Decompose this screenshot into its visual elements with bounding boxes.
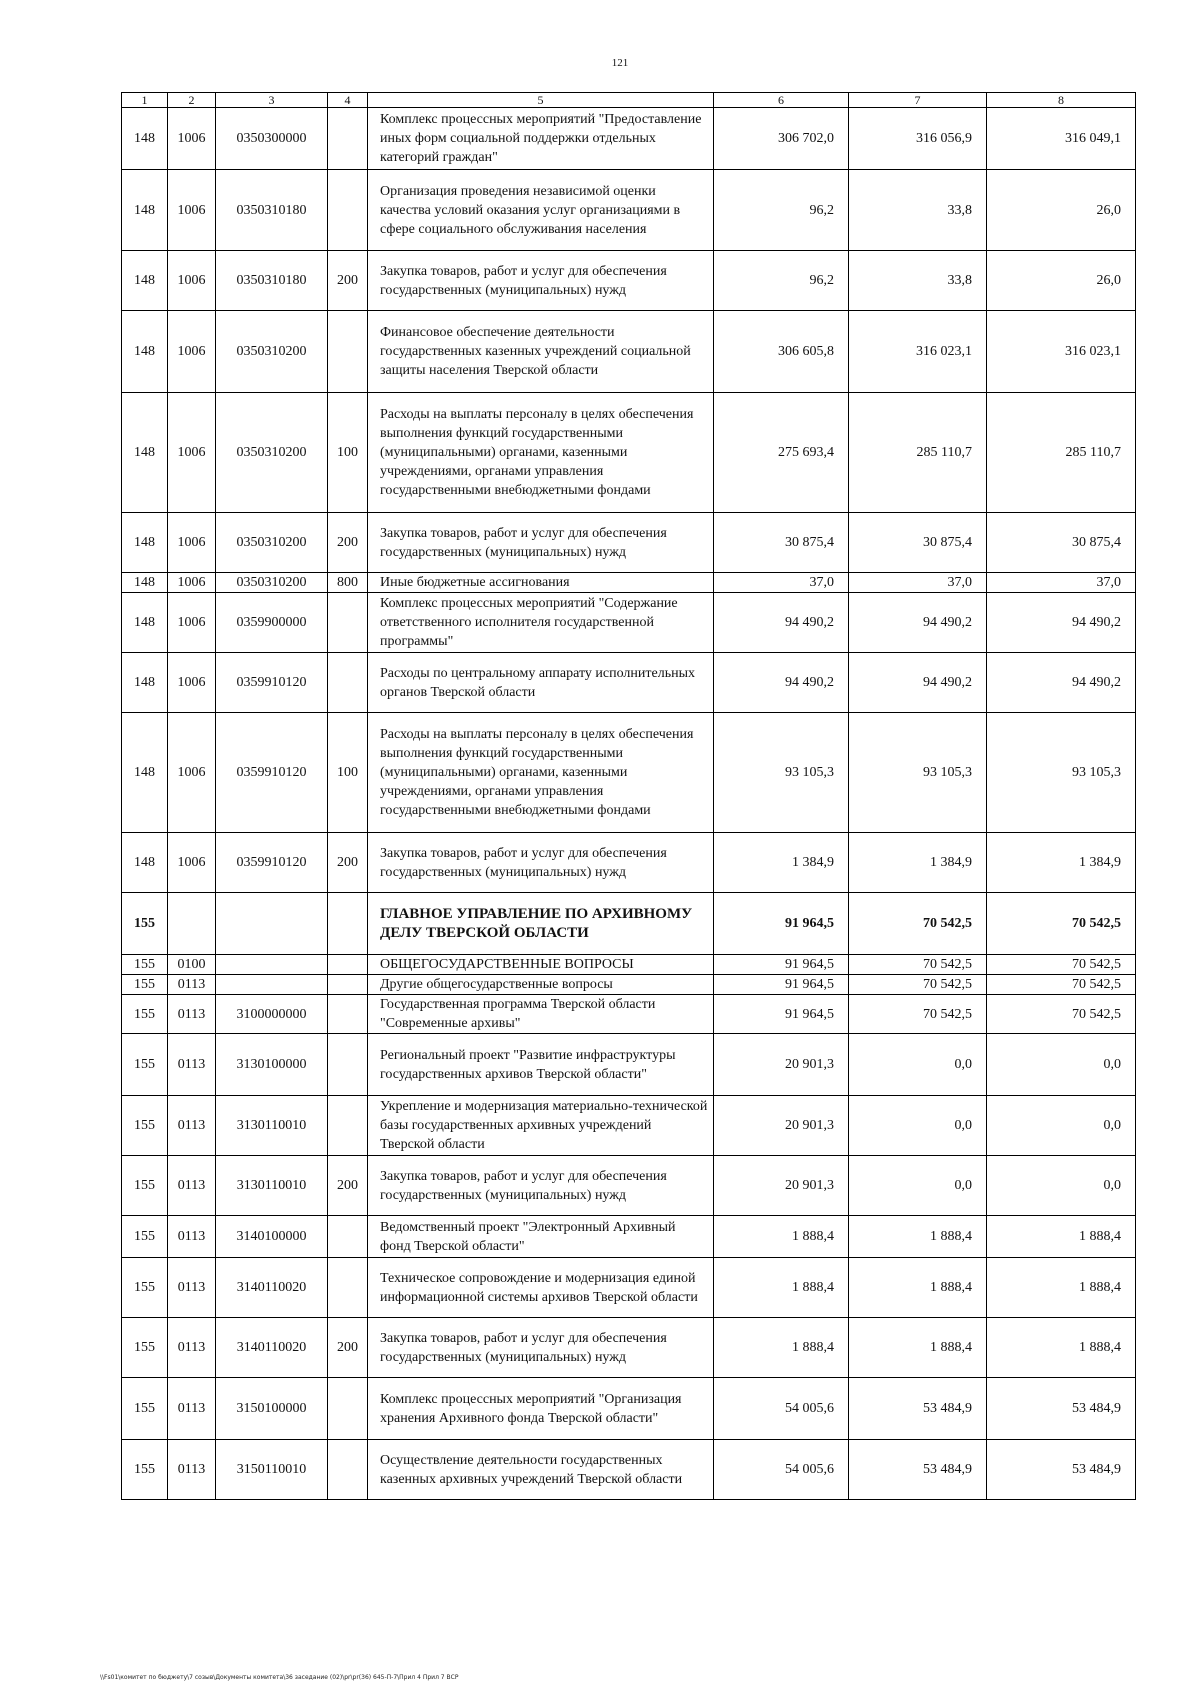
cell-c5: Финансовое обеспечение деятельности государственных казенных учреждений социальной защиты населения Тверской области xyxy=(368,311,714,393)
column-header: 3 xyxy=(216,93,328,108)
table-row xyxy=(122,1216,1136,1258)
cell-c8: 94 490,2 xyxy=(987,653,1136,713)
cell-c5: Закупка товаров, работ и услуг для обеспечения государственных (муниципальных) нужд xyxy=(368,1156,714,1216)
cell-c8: 1 888,4 xyxy=(987,1216,1136,1258)
cell-c5: Закупка товаров, работ и услуг для обеспечения государственных (муниципальных) нужд xyxy=(368,513,714,573)
cell-c5: Укрепление и модернизация материально-технической базы государственных архивных учреждений Тверской области xyxy=(368,1096,714,1156)
cell-c3: 0350310180 xyxy=(216,170,328,251)
cell-c4 xyxy=(328,955,368,975)
cell-c6: 94 490,2 xyxy=(714,653,849,713)
cell-c5: Закупка товаров, работ и услуг для обеспечения государственных (муниципальных) нужд xyxy=(368,833,714,893)
cell-c6: 91 964,5 xyxy=(714,955,849,975)
cell-c1: 148 xyxy=(122,593,168,653)
cell-c3: 0359910120 xyxy=(216,713,328,833)
table-row xyxy=(122,593,1136,653)
cell-c2: 1006 xyxy=(168,108,216,170)
cell-c4 xyxy=(328,1034,368,1096)
cell-c8: 0,0 xyxy=(987,1156,1136,1216)
cell-c2: 0113 xyxy=(168,1156,216,1216)
cell-c5: Расходы по центральному аппарату исполнительных органов Тверской области xyxy=(368,653,714,713)
cell-c3: 3150110010 xyxy=(216,1440,328,1500)
cell-c5: Комплекс процессных мероприятий "Содержание ответственного исполнителя государственной программы" xyxy=(368,593,714,653)
cell-c2: 0113 xyxy=(168,1216,216,1258)
cell-c2: 0113 xyxy=(168,1096,216,1156)
cell-c5: Закупка товаров, работ и услуг для обеспечения государственных (муниципальных) нужд xyxy=(368,251,714,311)
cell-c7: 1 384,9 xyxy=(849,833,987,893)
cell-c6: 1 888,4 xyxy=(714,1318,849,1378)
cell-c5: Осуществление деятельности государственных казенных архивных учреждений Тверской области xyxy=(368,1440,714,1500)
cell-c5: Государственная программа Тверской области "Современные архивы" xyxy=(368,995,714,1034)
cell-c5: Расходы на выплаты персоналу в целях обеспечения выполнения функций государственными (муниципальными) органами, казенными учреждениями, органами управления государственными внебюджетными фондами xyxy=(368,713,714,833)
cell-c2: 0113 xyxy=(168,1378,216,1440)
cell-c3: 3140100000 xyxy=(216,1216,328,1258)
cell-c8: 53 484,9 xyxy=(987,1378,1136,1440)
page-number: 121 xyxy=(611,57,629,69)
cell-c6: 306 605,8 xyxy=(714,311,849,393)
cell-c8: 94 490,2 xyxy=(987,593,1136,653)
cell-c8: 70 542,5 xyxy=(987,893,1136,955)
cell-c4 xyxy=(328,108,368,170)
table-row xyxy=(122,955,1136,975)
cell-c8: 70 542,5 xyxy=(987,975,1136,995)
cell-c2: 0113 xyxy=(168,995,216,1034)
column-header: 7 xyxy=(849,93,987,108)
budget-table xyxy=(121,92,1136,1500)
cell-c4 xyxy=(328,1096,368,1156)
cell-c2: 1006 xyxy=(168,713,216,833)
cell-c3: 3140110020 xyxy=(216,1318,328,1378)
cell-c7: 70 542,5 xyxy=(849,955,987,975)
cell-c8: 316 023,1 xyxy=(987,311,1136,393)
cell-c6: 91 964,5 xyxy=(714,995,849,1034)
table-row xyxy=(122,713,1136,833)
table-row xyxy=(122,1440,1136,1500)
cell-c2: 1006 xyxy=(168,573,216,593)
cell-c3: 3130110010 xyxy=(216,1096,328,1156)
column-header: 1 xyxy=(122,93,168,108)
cell-c6: 91 964,5 xyxy=(714,893,849,955)
cell-c1: 155 xyxy=(122,1318,168,1378)
cell-c7: 0,0 xyxy=(849,1156,987,1216)
cell-c7: 0,0 xyxy=(849,1096,987,1156)
table-row xyxy=(122,1318,1136,1378)
cell-c4 xyxy=(328,1378,368,1440)
cell-c2: 1006 xyxy=(168,251,216,311)
cell-c7: 93 105,3 xyxy=(849,713,987,833)
cell-c4: 100 xyxy=(328,393,368,513)
cell-c4 xyxy=(328,975,368,995)
cell-c3: 3140110020 xyxy=(216,1258,328,1318)
cell-c4 xyxy=(328,995,368,1034)
cell-c1: 148 xyxy=(122,573,168,593)
cell-c3: 0350310200 xyxy=(216,311,328,393)
column-header: 2 xyxy=(168,93,216,108)
cell-c3: 3130110010 xyxy=(216,1156,328,1216)
cell-c7: 53 484,9 xyxy=(849,1378,987,1440)
table-row xyxy=(122,108,1136,170)
cell-c7: 70 542,5 xyxy=(849,995,987,1034)
cell-c2: 1006 xyxy=(168,393,216,513)
cell-c2: 0113 xyxy=(168,1318,216,1378)
cell-c2: 0100 xyxy=(168,955,216,975)
cell-c1: 155 xyxy=(122,1156,168,1216)
cell-c8: 1 384,9 xyxy=(987,833,1136,893)
cell-c2: 1006 xyxy=(168,653,216,713)
cell-c7: 33,8 xyxy=(849,251,987,311)
cell-c1: 148 xyxy=(122,311,168,393)
table-row xyxy=(122,833,1136,893)
cell-c2: 1006 xyxy=(168,593,216,653)
cell-c5: Закупка товаров, работ и услуг для обеспечения государственных (муниципальных) нужд xyxy=(368,1318,714,1378)
cell-c6: 94 490,2 xyxy=(714,593,849,653)
cell-c6: 20 901,3 xyxy=(714,1156,849,1216)
cell-c5: Региональный проект "Развитие инфраструктуры государственных архивов Тверской области" xyxy=(368,1034,714,1096)
cell-c5: Другие общегосударственные вопросы xyxy=(368,975,714,995)
cell-c3: 0350310200 xyxy=(216,513,328,573)
cell-c7: 30 875,4 xyxy=(849,513,987,573)
cell-c1: 155 xyxy=(122,893,168,955)
cell-c3 xyxy=(216,975,328,995)
cell-c2: 0113 xyxy=(168,1258,216,1318)
cell-c8: 0,0 xyxy=(987,1034,1136,1096)
cell-c4: 200 xyxy=(328,513,368,573)
cell-c8: 93 105,3 xyxy=(987,713,1136,833)
cell-c6: 1 888,4 xyxy=(714,1216,849,1258)
cell-c7: 37,0 xyxy=(849,573,987,593)
cell-c6: 306 702,0 xyxy=(714,108,849,170)
cell-c4 xyxy=(328,1216,368,1258)
cell-c5: Комплекс процессных мероприятий "Предоставление иных форм социальной поддержки отдельных категорий граждан" xyxy=(368,108,714,170)
cell-c3: 3100000000 xyxy=(216,995,328,1034)
cell-c6: 54 005,6 xyxy=(714,1378,849,1440)
cell-c3: 0359910120 xyxy=(216,653,328,713)
cell-c7: 0,0 xyxy=(849,1034,987,1096)
cell-c6: 30 875,4 xyxy=(714,513,849,573)
cell-c2: 1006 xyxy=(168,513,216,573)
cell-c7: 316 023,1 xyxy=(849,311,987,393)
cell-c8: 70 542,5 xyxy=(987,995,1136,1034)
cell-c7: 1 888,4 xyxy=(849,1318,987,1378)
cell-c8: 37,0 xyxy=(987,573,1136,593)
cell-c2: 0113 xyxy=(168,975,216,995)
cell-c1: 155 xyxy=(122,1216,168,1258)
cell-c5: ГЛАВНОЕ УПРАВЛЕНИЕ ПО АРХИВНОМУ ДЕЛУ ТВЕРСКОЙ ОБЛАСТИ xyxy=(368,893,714,955)
cell-c8: 285 110,7 xyxy=(987,393,1136,513)
cell-c4 xyxy=(328,653,368,713)
cell-c6: 37,0 xyxy=(714,573,849,593)
table-row xyxy=(122,1096,1136,1156)
table-row xyxy=(122,995,1136,1034)
cell-c4 xyxy=(328,170,368,251)
cell-c1: 155 xyxy=(122,1378,168,1440)
cell-c1: 148 xyxy=(122,513,168,573)
cell-c8: 1 888,4 xyxy=(987,1258,1136,1318)
cell-c7: 285 110,7 xyxy=(849,393,987,513)
cell-c2: 0113 xyxy=(168,1034,216,1096)
table-row xyxy=(122,975,1136,995)
table-row xyxy=(122,893,1136,955)
cell-c4: 200 xyxy=(328,251,368,311)
cell-c6: 20 901,3 xyxy=(714,1096,849,1156)
table-row xyxy=(122,1258,1136,1318)
column-header: 4 xyxy=(328,93,368,108)
cell-c1: 155 xyxy=(122,975,168,995)
cell-c4: 200 xyxy=(328,1156,368,1216)
cell-c1: 155 xyxy=(122,1034,168,1096)
cell-c2: 1006 xyxy=(168,170,216,251)
cell-c1: 155 xyxy=(122,1258,168,1318)
cell-c1: 155 xyxy=(122,995,168,1034)
cell-c8: 0,0 xyxy=(987,1096,1136,1156)
cell-c5: Ведомственный проект "Электронный Архивный фонд Тверской области" xyxy=(368,1216,714,1258)
cell-c3: 0359910120 xyxy=(216,833,328,893)
cell-c7: 316 056,9 xyxy=(849,108,987,170)
cell-c4: 200 xyxy=(328,833,368,893)
cell-c8: 26,0 xyxy=(987,251,1136,311)
cell-c5: Иные бюджетные ассигнования xyxy=(368,573,714,593)
cell-c6: 96,2 xyxy=(714,251,849,311)
cell-c7: 33,8 xyxy=(849,170,987,251)
column-header: 8 xyxy=(987,93,1136,108)
cell-c5: Техническое сопровождение и модернизация единой информационной системы архивов Тверской области xyxy=(368,1258,714,1318)
table-row xyxy=(122,573,1136,593)
cell-c3: 0350310200 xyxy=(216,573,328,593)
cell-c3: 3130100000 xyxy=(216,1034,328,1096)
cell-c4 xyxy=(328,1258,368,1318)
cell-c1: 155 xyxy=(122,955,168,975)
cell-c7: 70 542,5 xyxy=(849,975,987,995)
cell-c6: 96,2 xyxy=(714,170,849,251)
cell-c3: 0350310180 xyxy=(216,251,328,311)
cell-c1: 148 xyxy=(122,833,168,893)
cell-c8: 70 542,5 xyxy=(987,955,1136,975)
cell-c1: 148 xyxy=(122,108,168,170)
cell-c7: 94 490,2 xyxy=(849,593,987,653)
cell-c3: 0359900000 xyxy=(216,593,328,653)
cell-c7: 94 490,2 xyxy=(849,653,987,713)
cell-c6: 1 888,4 xyxy=(714,1258,849,1318)
cell-c1: 148 xyxy=(122,251,168,311)
cell-c8: 1 888,4 xyxy=(987,1318,1136,1378)
table-row xyxy=(122,513,1136,573)
cell-c3: 3150100000 xyxy=(216,1378,328,1440)
table-row xyxy=(122,311,1136,393)
cell-c3 xyxy=(216,955,328,975)
cell-c4: 200 xyxy=(328,1318,368,1378)
cell-c6: 93 105,3 xyxy=(714,713,849,833)
cell-c4 xyxy=(328,1440,368,1500)
cell-c1: 148 xyxy=(122,713,168,833)
cell-c4 xyxy=(328,593,368,653)
cell-c7: 70 542,5 xyxy=(849,893,987,955)
cell-c7: 1 888,4 xyxy=(849,1216,987,1258)
cell-c1: 148 xyxy=(122,393,168,513)
cell-c1: 155 xyxy=(122,1440,168,1500)
table-row xyxy=(122,1034,1136,1096)
cell-c1: 148 xyxy=(122,170,168,251)
table-row xyxy=(122,1378,1136,1440)
cell-c2: 0113 xyxy=(168,1440,216,1500)
column-header: 5 xyxy=(368,93,714,108)
cell-c8: 30 875,4 xyxy=(987,513,1136,573)
cell-c2: 1006 xyxy=(168,833,216,893)
cell-c6: 91 964,5 xyxy=(714,975,849,995)
cell-c5: Комплекс процессных мероприятий "Организация хранения Архивного фонда Тверской области" xyxy=(368,1378,714,1440)
cell-c7: 1 888,4 xyxy=(849,1258,987,1318)
cell-c5: Организация проведения независимой оценки качества условий оказания услуг организациями в сфере социального обслуживания населения xyxy=(368,170,714,251)
column-header: 6 xyxy=(714,93,849,108)
cell-c5: ОБЩЕГОСУДАРСТВЕННЫЕ ВОПРОСЫ xyxy=(368,955,714,975)
table-row xyxy=(122,653,1136,713)
header-row xyxy=(122,93,1136,108)
cell-c6: 1 384,9 xyxy=(714,833,849,893)
cell-c6: 54 005,6 xyxy=(714,1440,849,1500)
cell-c1: 148 xyxy=(122,653,168,713)
table-row xyxy=(122,393,1136,513)
cell-c7: 53 484,9 xyxy=(849,1440,987,1500)
cell-c8: 316 049,1 xyxy=(987,108,1136,170)
cell-c6: 275 693,4 xyxy=(714,393,849,513)
file-path-footer: \\Fs01\комитет по бюджету\7 созыв\Документы комитета\36 заседание (02)\pr\pr(36) 645-П-7\Прил 4 Прил 7 ВСР xyxy=(100,1674,459,1681)
cell-c4 xyxy=(328,311,368,393)
cell-c3 xyxy=(216,893,328,955)
cell-c8: 26,0 xyxy=(987,170,1136,251)
cell-c8: 53 484,9 xyxy=(987,1440,1136,1500)
cell-c2 xyxy=(168,893,216,955)
table-row xyxy=(122,170,1136,251)
cell-c4: 100 xyxy=(328,713,368,833)
cell-c6: 20 901,3 xyxy=(714,1034,849,1096)
cell-c4 xyxy=(328,893,368,955)
cell-c2: 1006 xyxy=(168,311,216,393)
cell-c4: 800 xyxy=(328,573,368,593)
cell-c3: 0350310200 xyxy=(216,393,328,513)
cell-c1: 155 xyxy=(122,1096,168,1156)
table-row xyxy=(122,251,1136,311)
table-body xyxy=(122,108,1136,1500)
cell-c3: 0350300000 xyxy=(216,108,328,170)
cell-c5: Расходы на выплаты персоналу в целях обеспечения выполнения функций государственными (муниципальными) органами, казенными учреждениями, органами управления государственными внебюджетными фондами xyxy=(368,393,714,513)
table-row xyxy=(122,1156,1136,1216)
